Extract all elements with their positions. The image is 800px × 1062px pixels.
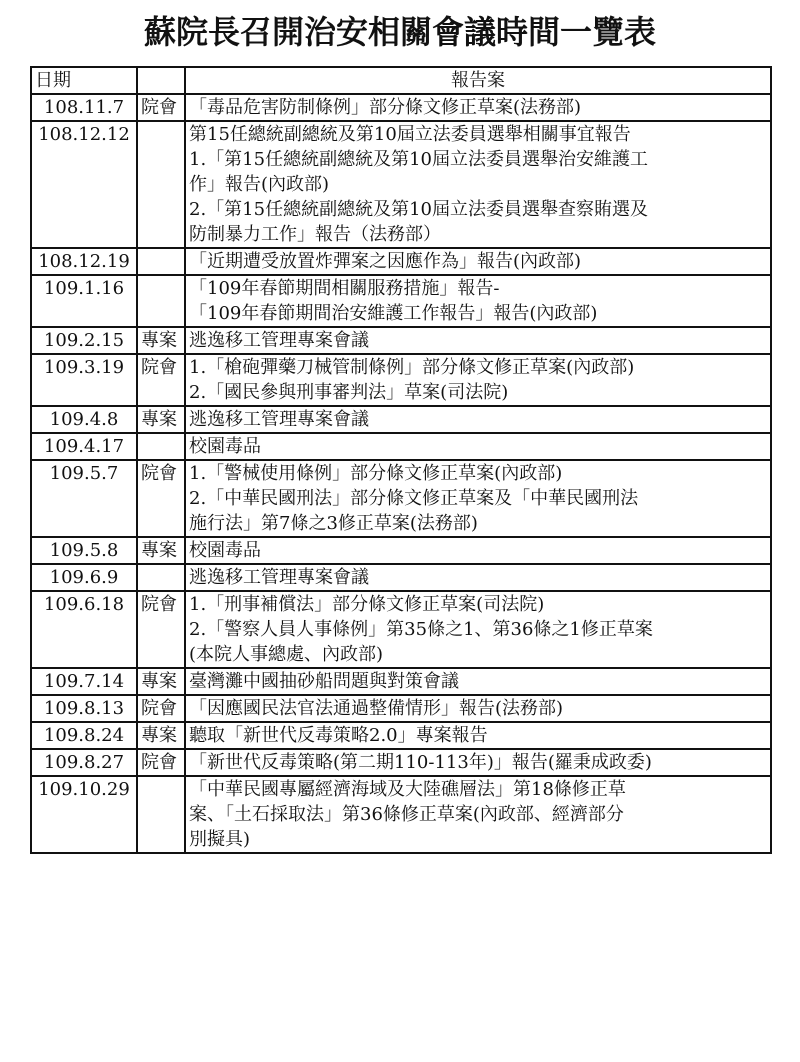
header-date: 日期 — [31, 67, 137, 94]
meeting-date: 109.6.9 — [31, 564, 137, 591]
meeting-date: 109.1.16 — [31, 275, 137, 327]
report-line: 逃逸移工管理專案會議 — [189, 330, 369, 351]
report-line: 「毒品危害防制條例」部分條文修正草案(法務部) — [189, 97, 582, 118]
meeting-type: 院會 — [137, 354, 185, 406]
report-cell — [185, 354, 771, 406]
report-line: 臺灣灘中國抽砂船問題與對策會議 — [189, 671, 459, 692]
meeting-date: 109.6.18 — [31, 591, 137, 668]
meeting-type — [137, 275, 185, 327]
report-line: 1.「第15任總統副總統及第10屆立法委員選舉治安維護工 — [189, 149, 648, 170]
report-cell — [185, 460, 771, 537]
table-row — [31, 776, 771, 853]
meeting-type: 院會 — [137, 94, 185, 121]
header-report: 報告案 — [185, 67, 771, 94]
meeting-type: 專案 — [137, 406, 185, 433]
report-cell — [185, 668, 771, 695]
meeting-date: 109.4.17 — [31, 433, 137, 460]
table-row — [31, 695, 771, 722]
report-cell — [185, 749, 771, 776]
table-row — [31, 406, 771, 433]
report-line: 逃逸移工管理專案會議 — [189, 409, 369, 430]
meeting-date: 109.8.24 — [31, 722, 137, 749]
meeting-type: 院會 — [137, 591, 185, 668]
report-line: 逃逸移工管理專案會議 — [189, 567, 369, 588]
meeting-type: 院會 — [137, 695, 185, 722]
report-line: 「109年春節期間相關服務措施」報告- — [189, 278, 500, 299]
table-row — [31, 94, 771, 121]
meeting-type — [137, 121, 185, 248]
report-line: 「中華民國專屬經濟海域及大陸礁層法」第18條修正草 — [189, 779, 626, 800]
table-row — [31, 327, 771, 354]
report-line: 2.「警察人員人事條例」第35條之1、第36條之1修正草案 — [189, 619, 653, 640]
report-line: 別擬具) — [189, 829, 251, 850]
meeting-date: 109.7.14 — [31, 668, 137, 695]
meeting-date: 109.5.8 — [31, 537, 137, 564]
report-cell — [185, 275, 771, 327]
table-row — [31, 460, 771, 537]
report-line: 1.「警械使用條例」部分條文修正草案(內政部) — [189, 463, 563, 484]
report-cell — [185, 94, 771, 121]
report-cell — [185, 722, 771, 749]
report-cell — [185, 695, 771, 722]
report-line: 聽取「新世代反毒策略2.0」專案報告 — [189, 725, 488, 746]
meeting-type — [137, 433, 185, 460]
report-line: 1.「刑事補償法」部分條文修正草案(司法院) — [189, 594, 545, 615]
table-row — [31, 668, 771, 695]
table-row — [31, 354, 771, 406]
meeting-date: 109.3.19 — [31, 354, 137, 406]
meeting-date: 109.8.27 — [31, 749, 137, 776]
table-row — [31, 275, 771, 327]
report-line: 2.「第15任總統副總統及第10屆立法委員選舉查察賄選及 — [189, 199, 648, 220]
report-line: 防制暴力工作」報告（法務部） — [189, 224, 441, 245]
report-line: 1.「槍砲彈藥刀械管制條例」部分條文修正草案(內政部) — [189, 357, 635, 378]
report-line: 「109年春節期間治安維護工作報告」報告(內政部) — [189, 303, 598, 324]
report-line: (本院人事總處、內政部) — [189, 644, 384, 665]
table-row — [31, 564, 771, 591]
report-line: 校園毒品 — [189, 540, 261, 561]
meeting-type: 院會 — [137, 749, 185, 776]
report-cell — [185, 591, 771, 668]
report-line: 第15任總統副總統及第10屆立法委員選舉相關事宜報告 — [189, 124, 631, 145]
meeting-date: 109.2.15 — [31, 327, 137, 354]
report-line: 「近期遭受放置炸彈案之因應作為」報告(內政部) — [189, 251, 582, 272]
report-cell — [185, 776, 771, 853]
meeting-date: 109.8.13 — [31, 695, 137, 722]
report-cell — [185, 248, 771, 275]
report-line: 案、「土石採取法」第36條修正草案(內政部、經濟部分 — [189, 804, 624, 825]
table-row — [31, 591, 771, 668]
report-line: 「新世代反毒策略(第二期110-113年)」報告(羅秉成政委) — [189, 752, 652, 773]
table-row — [31, 248, 771, 275]
table-body — [31, 94, 771, 853]
report-cell — [185, 327, 771, 354]
meeting-schedule-table — [30, 66, 772, 854]
meeting-type — [137, 564, 185, 591]
report-line: 「因應國民法官法通過整備情形」報告(法務部) — [189, 698, 564, 719]
meeting-date: 108.11.7 — [31, 94, 137, 121]
table-header-row — [31, 67, 771, 94]
meeting-type: 專案 — [137, 537, 185, 564]
report-cell — [185, 121, 771, 248]
meeting-type: 專案 — [137, 668, 185, 695]
meeting-type: 院會 — [137, 460, 185, 537]
meeting-date: 109.4.8 — [31, 406, 137, 433]
meeting-date: 109.5.7 — [31, 460, 137, 537]
table-row — [31, 433, 771, 460]
report-line: 2.「中華民國刑法」部分條文修正草案及「中華民國刑法 — [189, 488, 639, 509]
report-line: 2.「國民參與刑事審判法」草案(司法院) — [189, 382, 509, 403]
meeting-date: 108.12.12 — [31, 121, 137, 248]
table-row — [31, 749, 771, 776]
report-line: 作」報告(內政部) — [189, 174, 330, 195]
table-row — [31, 722, 771, 749]
table-row — [31, 121, 771, 248]
meeting-type: 專案 — [137, 722, 185, 749]
report-line: 校園毒品 — [189, 436, 261, 457]
page-title: 蘇院長召開治安相關會議時間一覽表 — [143, 13, 656, 51]
meeting-type — [137, 776, 185, 853]
report-cell — [185, 406, 771, 433]
meeting-type: 專案 — [137, 327, 185, 354]
report-line: 施行法」第7條之3修正草案(法務部) — [189, 513, 478, 534]
report-cell — [185, 564, 771, 591]
meeting-date: 108.12.19 — [31, 248, 137, 275]
meeting-type — [137, 248, 185, 275]
report-cell — [185, 433, 771, 460]
report-cell — [185, 537, 771, 564]
header-type — [137, 67, 185, 94]
meeting-date: 109.10.29 — [31, 776, 137, 853]
table-row — [31, 537, 771, 564]
